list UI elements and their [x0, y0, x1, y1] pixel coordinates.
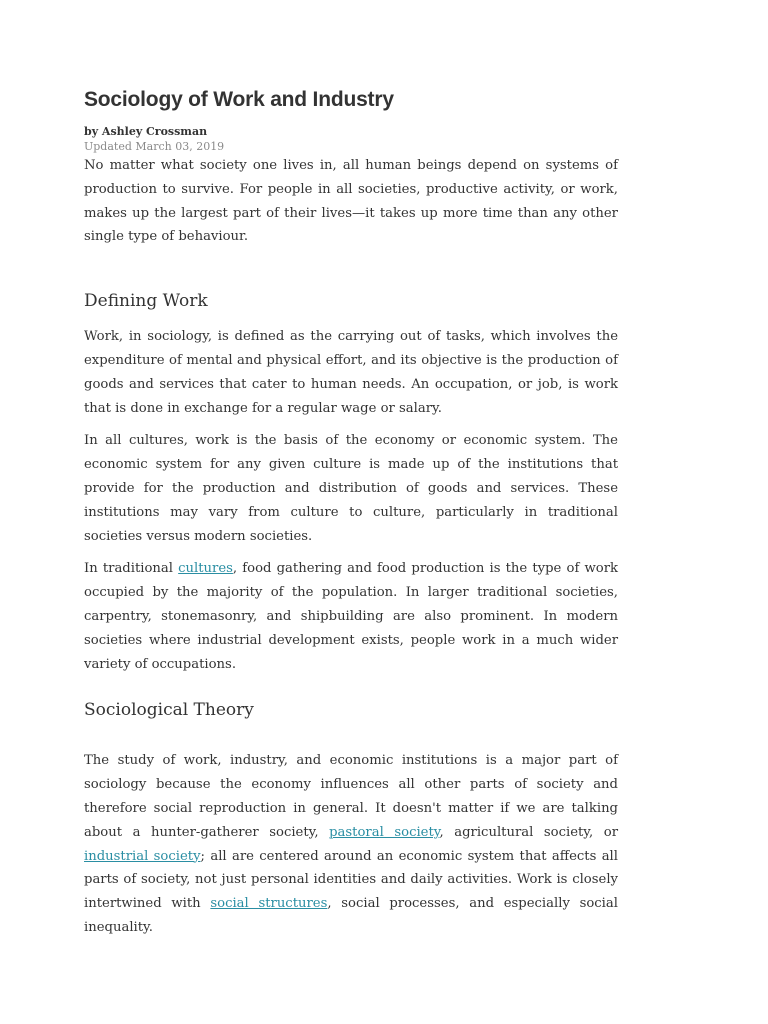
- heading-sociological-theory: Sociological Theory: [84, 700, 254, 721]
- article: [84, 86, 618, 940]
- defining-work-paragraph-1: Work, in sociology, is defined as the carrying out of tasks, which involves the expenditure of mental and physical effort, and its objective is the production of goods and services that cater to human needs. An occupation, or job, is work that is done in exchange for a regular wage or salary.: [84, 329, 618, 416]
- link-cultures[interactable]: cultures: [178, 561, 233, 577]
- author-byline: by Ashley Crossman: [84, 125, 208, 138]
- intro-paragraph: No matter what society one lives in, all human beings depend on systems of production to survive. For people in all societies, productive activity, or work, makes up the largest part of their lives—it takes up more time than any other single type of behaviour.: [84, 158, 618, 245]
- link-social-structures[interactable]: social structures: [210, 896, 328, 912]
- text-segment: , agricultural society, or: [439, 824, 618, 840]
- link-industrial-society[interactable]: industrial society: [84, 848, 201, 864]
- updated-date: Updated March 03, 2019: [84, 140, 225, 153]
- text-segment: , food gathering and food production is the type of work occupied by the majority of the population. In larger traditional societies, carpentry, stonemasonry, and shipbuilding are also prominent. In modern societies where industrial development exists, people work in a much wider variety of occupations.: [84, 561, 618, 672]
- link-pastoral-society[interactable]: pastoral society: [329, 824, 440, 840]
- defining-work-paragraph-3: [84, 557, 618, 676]
- article-title: Sociology of Work and Industry: [84, 88, 394, 111]
- text-segment: The study of work, industry, and economic institutions is a major part of sociology because the economy influences all other parts of society and therefore social reproduction in general. It doesn't matter if we are talking about a hunter-gatherer society,: [84, 753, 618, 840]
- defining-work-paragraph-2: In all cultures, work is the basis of the economy or economic system. The economic system for any given culture is made up of the institutions that provide for the production and distribution of goods and services. These institutions may vary from culture to culture, particularly in traditional societies versus modern societies.: [84, 433, 618, 544]
- sociological-theory-paragraph-1: [84, 749, 618, 939]
- heading-defining-work: Defining Work: [84, 291, 208, 312]
- text-segment: , social processes, and especially social inequality.: [84, 896, 618, 935]
- text-segment: In traditional: [84, 561, 179, 577]
- text-segment: ; all are centered around an economic system that affects all parts of society, not just personal identities and daily activities. Work is closely intertwined with: [84, 848, 618, 912]
